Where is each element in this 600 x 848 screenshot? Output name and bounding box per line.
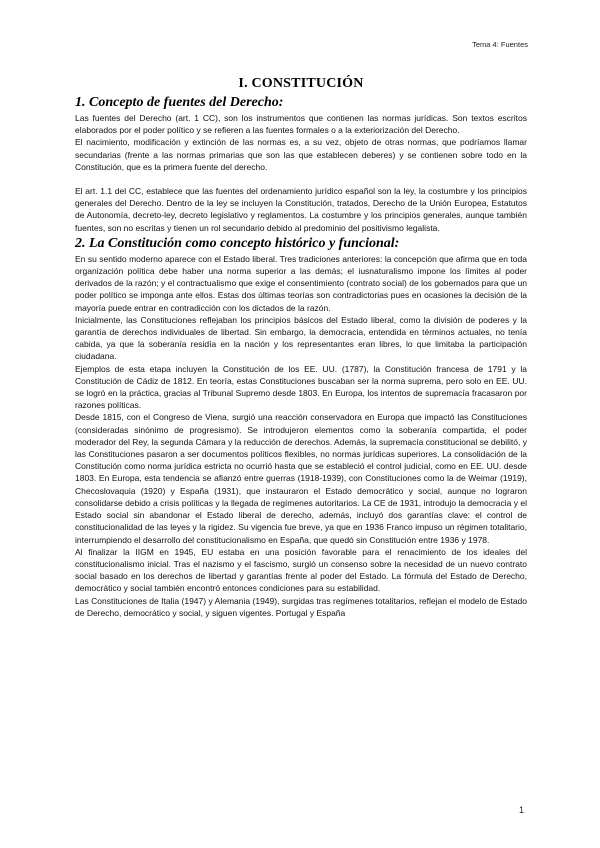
paragraph: Al finalizar la IIGM en 1945, EU estaba en una posición favorable para el renacimiento de los ideales del constitucionalismo inicial. Tras el nazismo y el fascismo, surgió un consenso sobre la necesidad de un nuevo contrato social basado en los derechos de libertad y garantías frente al poder del Estado. La fórmula del Estado de Derecho, democrático y social también encontró entonces condiciones para su estabilidad. (75, 546, 527, 594)
section-2-heading: 2. La Constitución como concepto histórico y funcional: (75, 235, 400, 251)
paragraph: Inicialmente, las Constituciones reflejaban los principios básicos del Estado liberal, como la división de poderes y la garantía de derechos individuales de libertad. Sin embargo, la democracia, entendida en términos actuales, no tenía cabida, ya que la soberanía residía en la nación y los representantes eran libres, lo que limitaba la participación ciudadana. (75, 314, 527, 362)
page-number: 1 (518, 805, 524, 815)
topic-header: Tema 4: Fuentes (472, 40, 528, 49)
section-1-heading: 1. Concepto de fuentes del Derecho: (75, 95, 284, 110)
paragraph: En su sentido moderno aparece con el Estado liberal. Tres tradiciones anteriores: la concepción que afirma que en toda organización política debe haber una norma superior a las demás; el iusnaturalismo impone los límites al poder derivados de la razón; y el contractualismo que exige el consentimiento (contrato social) de los gobernados para que un poder político se imponga ante ellos. Estas dos últimas teorías son contradictorias pues en ocasiones la decisión de la mayoría puede entrar en contradicción con los dictados de la razón. (75, 253, 527, 313)
spacer (75, 173, 527, 185)
document-body (75, 76, 527, 619)
paragraph: Ejemplos de esta etapa incluyen la Constitución de los EE. UU. (1787), la Constitución francesa de 1791 y la Constitución de Cádiz de 1812. En teoría, estas Constituciones buscaban ser la norma suprema, pero solo en EE. UU. se logró en la práctica, gracias al Tribunal Supremo desde 1803. En Europa, los intentos de supremacía fracasaron por razones políticas. (75, 363, 527, 411)
paragraph: Las fuentes del Derecho (art. 1 CC), son los instrumentos que contienen las normas jurídicas. Son textos escritos elaborados por el poder político y se refieren a las fuentes formales o a la exteriorización del Derecho. (75, 113, 527, 136)
paragraph: Desde 1815, con el Congreso de Viena, surgió una reacción conservadora en Europa que impactó las Constituciones (consideradas sinónimo de progresismo). Se introdujeron elementos como la soberanía compartida, el poder moderador del Rey, la segunda Cámara y la reducción de derechos. Además, la supremacía constitucional se debilitó, y las Constituciones pasaron a ser documentos políticos flexibles, no normas jurídicas superiores. La consolidación de la Constitución como norma jurídica estricta no ocurrió hasta que se estableció el control judicial, como en EE. UU. desde 1803. En Europa, esta tendencia se afianzó entre guerras (1918-1939), con Constituciones como la de Weimar (1919), Checoslovaquia (1920) y España (1931), que instauraron el Estado democrático y social, aunque no lograron consolidarse debido a crisis políticas y la llegada de regímenes autoritarios. La CE de 1931, introdujo la democracia y el Estado social sin abandonar el Estado liberal de derecho, además, incluyó dos garantías clave: el control de constitucionalidad de las leyes y la rigidez. Su vigencia fue breve, ya que en 1936 Franco impuso un régimen totalitario, interrumpiendo el desarrollo del constitucionalismo en España, que quedó sin Constitución entre 1936 y 1978. (75, 412, 527, 545)
paragraph: Las Constituciones de Italia (1947) y Alemania (1949), surgidas tras regímenes totalitarios, reflejan el modelo de Estado de Derecho, democrático y social, y siguen vigentes. Portugal y España (75, 595, 527, 618)
paragraph: El art. 1.1 del CC, establece que las fuentes del ordenamiento jurídico español son la ley, la costumbre y los principios generales del Derecho. Dentro de la ley se incluyen la Constitución, tratados, Derecho de la Unión Europea, Estatutos de Autonomía, decreto-ley, decreto legislativo y reglamentos. La costumbre y los principios generales, aunque también fuentes, son no escritas y tienen un rol secundario debido al predominio del positivismo legalista. (75, 186, 527, 233)
paragraph: El nacimiento, modificación y extinción de las normas es, a su vez, objeto de otras normas, que podríamos llamar secundarias (frente a las normas primarias que son las que establecen deberes) y se contienen sobre todo en la Constitución, que es la primera fuente del derecho. (75, 137, 527, 172)
document-title: I. CONSTITUCIÓN (238, 76, 364, 91)
